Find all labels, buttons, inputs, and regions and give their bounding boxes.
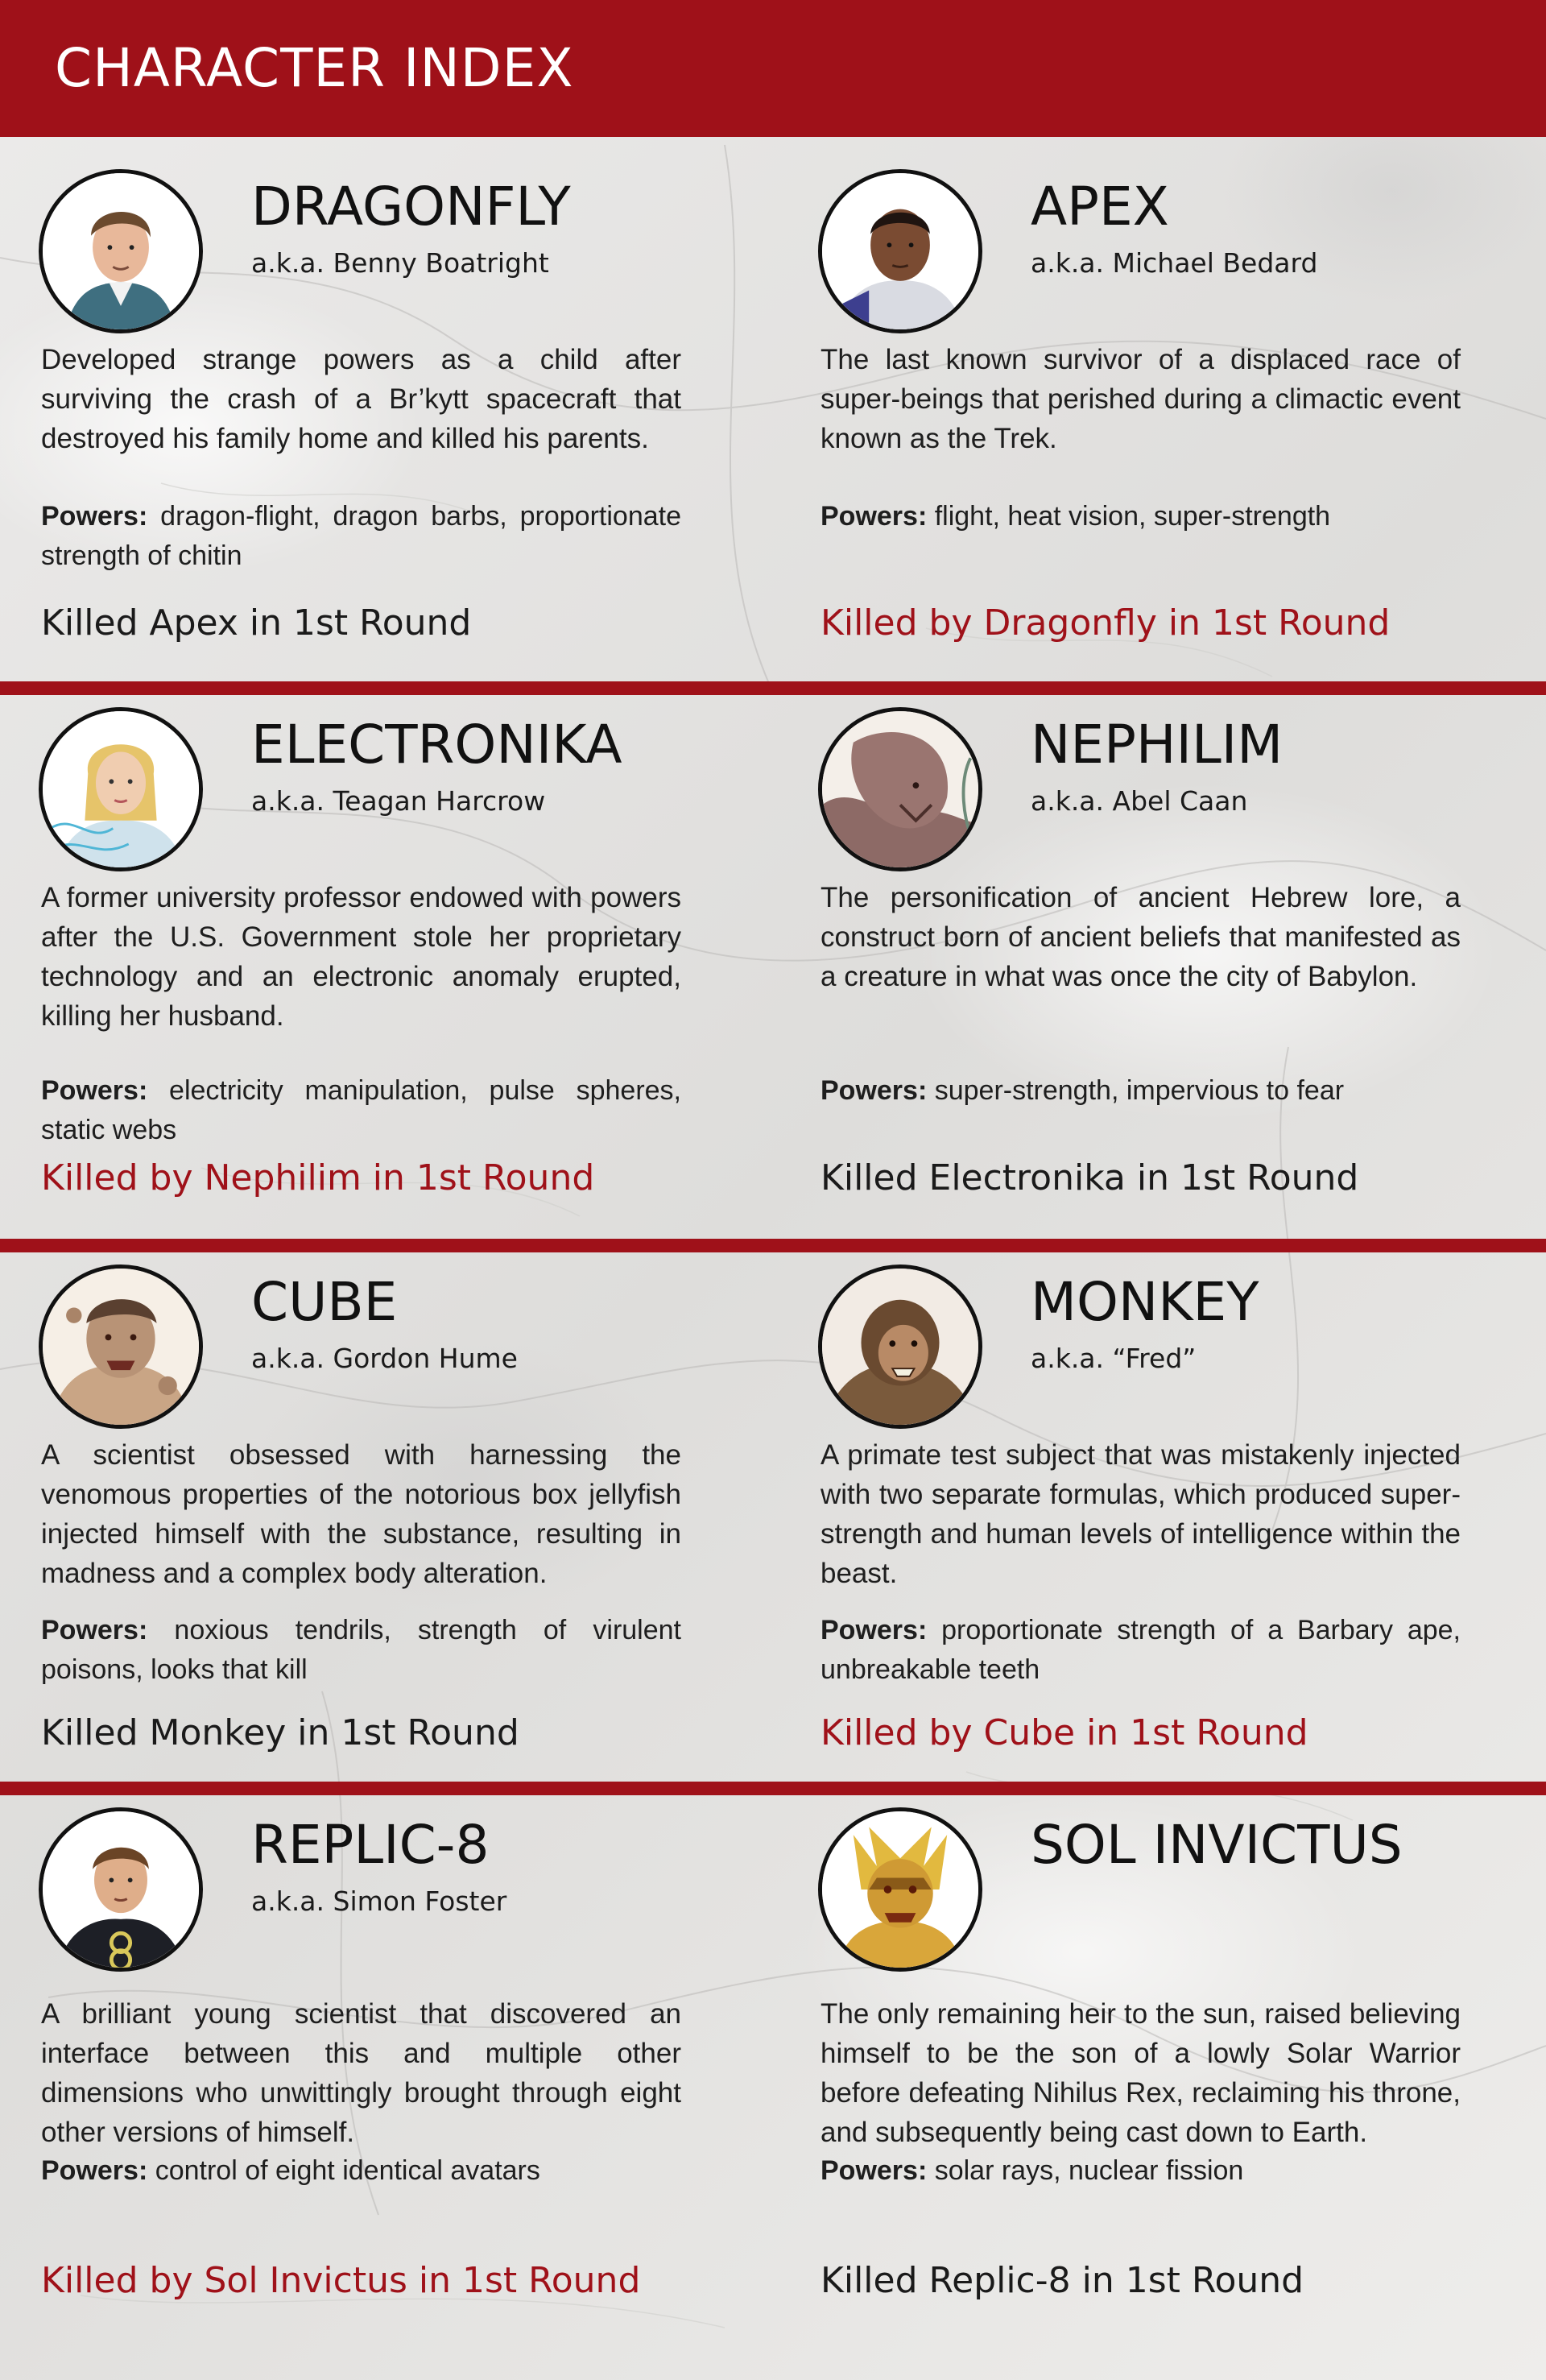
character-name: REPLIC-8: [251, 1814, 490, 1876]
replic-8-portrait-icon: [39, 1807, 203, 1972]
character-card-dragonfly: [39, 169, 683, 660]
cube-portrait-icon: [39, 1265, 203, 1429]
character-powers: [41, 497, 681, 576]
character-result: Killed Replic-8 in 1st Round: [821, 2260, 1304, 2301]
character-alias: a.k.a. Simon Foster: [251, 1885, 507, 1917]
monkey-portrait-icon: [818, 1265, 982, 1429]
powers-label: Powers:: [821, 1615, 928, 1645]
powers-label: Powers:: [41, 2155, 148, 2186]
character-powers: [41, 1611, 681, 1690]
character-powers: [821, 1611, 1461, 1690]
character-description: A scientist obsessed with harnessing the venomous properties of the notorious box jellyfish injected himself with the substance, resulting in madness and a complex body alteration.: [41, 1439, 681, 1589]
character-alias: a.k.a. “Fred”: [1031, 1343, 1197, 1374]
character-name: ELECTRONIKA: [251, 714, 622, 776]
character-alias: a.k.a. Abel Caan: [1031, 785, 1248, 817]
apex-portrait-icon: [818, 169, 982, 333]
sol-invictus-portrait-icon: [818, 1807, 982, 1972]
character-powers: [821, 1071, 1461, 1111]
nephilim-portrait-icon: [818, 707, 982, 871]
character-name: APEX: [1031, 176, 1169, 238]
character-powers: [41, 1071, 681, 1150]
powers-text: super-strength, impervious to fear: [934, 1075, 1345, 1106]
character-alias: a.k.a. Benny Boatright: [251, 247, 549, 279]
character-description: A brilliant young scientist that discovered an interface between this and multiple other dimensions who unwittingly brought through eight other versions of himself.: [41, 1998, 681, 2148]
character-name: NEPHILIM: [1031, 714, 1284, 776]
character-powers: [821, 2151, 1461, 2191]
powers-label: Powers:: [821, 2155, 928, 2186]
powers-text: proportionate strength of a Barbary ape, unbreakable teeth: [821, 1615, 1461, 1685]
character-description: A former university professor endowed with powers after the U.S. Government stole her proprietary technology and an electronic anomaly erupted, killing her husband.: [41, 882, 681, 1032]
character-result: Killed by Sol Invictus in 1st Round: [41, 2260, 641, 2301]
character-card-sol-invictus: [818, 1807, 1462, 2323]
electronika-portrait-icon: [39, 707, 203, 871]
character-name: SOL INVICTUS: [1031, 1814, 1403, 1876]
powers-label: Powers:: [41, 1615, 148, 1645]
character-description: A primate test subject that was mistakenly injected with two separate formulas, which produced super-strength and human levels of intelligence within the beast.: [821, 1439, 1461, 1589]
character-description: The last known survivor of a displaced race of super-beings that perished during a climactic event known as the Trek.: [821, 344, 1461, 454]
powers-text: control of eight identical avatars: [155, 2155, 540, 2186]
character-description: The personification of ancient Hebrew lore, a construct born of ancient beliefs that manifested as a creature in what was once the city of Babylon.: [821, 882, 1461, 992]
character-result: Killed Electronika in 1st Round: [821, 1157, 1359, 1198]
character-result: Killed Apex in 1st Round: [41, 602, 472, 644]
character-result: Killed by Dragonfly in 1st Round: [821, 602, 1391, 644]
powers-text: electricity manipulation, pulse spheres, static webs: [41, 1075, 681, 1145]
powers-text: flight, heat vision, super-strength: [934, 501, 1331, 532]
character-description: Developed strange powers as a child after surviving the crash of a Br’kytt spacecraft that destroyed his family home and killed his parents.: [41, 344, 681, 454]
character-card-cube: [39, 1265, 683, 1772]
page-header: [0, 0, 1546, 137]
character-card-replic-8: [39, 1807, 683, 2323]
dragonfly-portrait-icon: [39, 169, 203, 333]
powers-text: noxious tendrils, strength of virulent poisons, looks that kill: [41, 1615, 681, 1685]
character-result: Killed by Nephilim in 1st Round: [41, 1157, 595, 1198]
character-name: CUBE: [251, 1271, 398, 1333]
character-result: Killed Monkey in 1st Round: [41, 1712, 519, 1753]
character-alias: a.k.a. Michael Bedard: [1031, 247, 1318, 279]
row-divider: [0, 1239, 1546, 1252]
powers-label: Powers:: [821, 501, 928, 532]
character-alias: a.k.a. Teagan Harcrow: [251, 785, 546, 817]
row-divider: [0, 1782, 1546, 1795]
character-card-apex: [818, 169, 1462, 660]
powers-label: Powers:: [41, 501, 148, 532]
character-name: DRAGONFLY: [251, 176, 571, 238]
character-card-monkey: [818, 1265, 1462, 1772]
page-title: CHARACTER INDEX: [55, 37, 574, 99]
powers-text: dragon-flight, dragon barbs, proportionate strength of chitin: [41, 501, 681, 571]
powers-label: Powers:: [41, 1075, 148, 1106]
character-description: The only remaining heir to the sun, raised believing himself to be the son of a lowly Solar Warrior before defeating Nihilus Rex, reclaiming his throne, and subsequently being cast down to Earth.: [821, 1998, 1461, 2148]
character-card-electronika: [39, 707, 683, 1223]
character-name: MONKEY: [1031, 1271, 1259, 1333]
row-divider: [0, 681, 1546, 695]
character-card-nephilim: [818, 707, 1462, 1223]
powers-label: Powers:: [821, 1075, 928, 1106]
character-powers: [41, 2151, 681, 2191]
character-powers: [821, 497, 1461, 536]
powers-text: solar rays, nuclear fission: [934, 2155, 1244, 2186]
character-alias: a.k.a. Gordon Hume: [251, 1343, 518, 1374]
character-result: Killed by Cube in 1st Round: [821, 1712, 1308, 1753]
